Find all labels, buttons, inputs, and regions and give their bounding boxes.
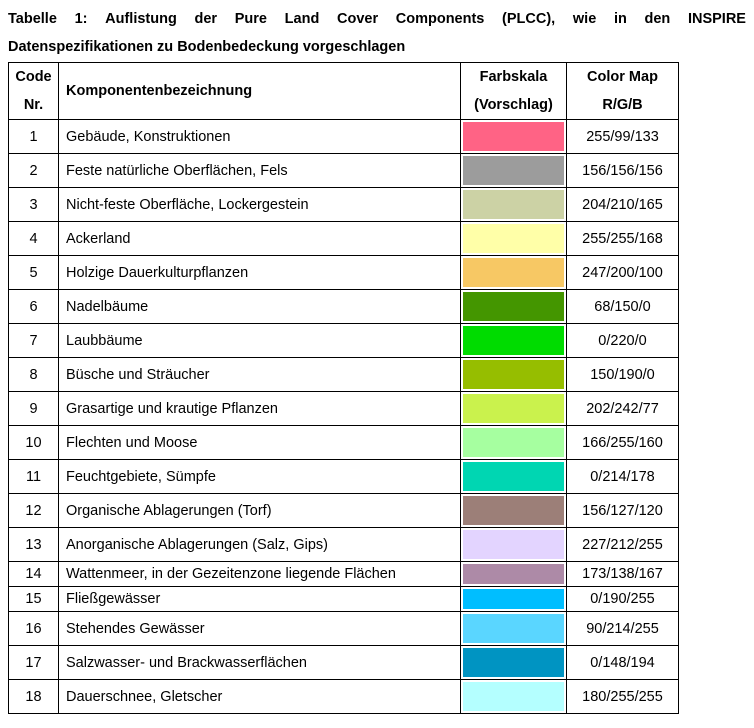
row-component-name: Nicht-feste Oberfläche, Lockergestein — [59, 188, 461, 222]
table-row — [9, 256, 679, 290]
row-rgb-value: 227/212/255 — [567, 528, 679, 562]
table-row — [9, 154, 679, 188]
row-rgb-value: 255/255/168 — [567, 222, 679, 256]
row-color-swatch-cell — [461, 612, 567, 646]
color-swatch — [463, 360, 564, 389]
row-component-name: Laubbäume — [59, 324, 461, 358]
row-code: 7 — [9, 324, 59, 358]
caption-word: wie — [572, 11, 597, 27]
row-rgb-value: 166/255/160 — [567, 426, 679, 460]
row-component-name: Ackerland — [59, 222, 461, 256]
row-color-swatch-cell — [461, 392, 567, 426]
table-row — [9, 587, 679, 612]
header-scale-line2: (Vorschlag) — [474, 97, 553, 113]
row-rgb-value: 0/190/255 — [567, 587, 679, 612]
header-scale-line1: Farbskala — [479, 69, 548, 85]
table-row — [9, 680, 679, 714]
row-component-name: Wattenmeer, in der Gezeitenzone liegende Flächen — [59, 562, 461, 587]
table-row — [9, 222, 679, 256]
row-component-name: Organische Ablagerungen (Torf) — [59, 494, 461, 528]
caption-word: Auflistung — [105, 11, 177, 27]
row-code: 2 — [9, 154, 59, 188]
color-swatch — [463, 614, 564, 643]
row-code: 6 — [9, 290, 59, 324]
color-swatch — [463, 589, 564, 609]
header-code — [9, 63, 59, 120]
row-rgb-value: 202/242/77 — [567, 392, 679, 426]
table-row — [9, 646, 679, 680]
row-color-swatch-cell — [461, 256, 567, 290]
table-caption — [8, 5, 746, 61]
header-code-line1: Code — [15, 69, 52, 85]
row-component-name: Feste natürliche Oberflächen, Fels — [59, 154, 461, 188]
row-code: 4 — [9, 222, 59, 256]
table-row — [9, 460, 679, 494]
row-color-swatch-cell — [461, 154, 567, 188]
color-swatch — [463, 648, 564, 677]
table-row — [9, 426, 679, 460]
row-rgb-value: 0/220/0 — [567, 324, 679, 358]
row-code: 17 — [9, 646, 59, 680]
row-rgb-value: 156/156/156 — [567, 154, 679, 188]
caption-word: Components — [395, 11, 485, 27]
color-swatch — [463, 682, 564, 711]
caption-word: den — [644, 11, 671, 27]
row-code: 15 — [9, 587, 59, 612]
table-row — [9, 324, 679, 358]
row-color-swatch-cell — [461, 587, 567, 612]
row-component-name: Holzige Dauerkulturpflanzen — [59, 256, 461, 290]
color-swatch — [463, 122, 564, 151]
header-code-line2: Nr. — [23, 97, 44, 113]
caption-word: in — [613, 11, 627, 27]
color-swatch — [463, 394, 564, 423]
color-swatch — [463, 224, 564, 253]
table-row — [9, 612, 679, 646]
row-component-name: Grasartige und krautige Pflanzen — [59, 392, 461, 426]
row-code: 5 — [9, 256, 59, 290]
caption-word: INSPIRE — [687, 11, 746, 27]
row-color-swatch-cell — [461, 188, 567, 222]
row-component-name: Nadelbäume — [59, 290, 461, 324]
row-color-swatch-cell — [461, 290, 567, 324]
color-swatch — [463, 156, 564, 185]
color-swatch — [463, 462, 564, 491]
row-code: 3 — [9, 188, 59, 222]
row-code: 11 — [9, 460, 59, 494]
row-color-swatch-cell — [461, 528, 567, 562]
row-code: 13 — [9, 528, 59, 562]
row-component-name: Salzwasser- und Brackwasserflächen — [59, 646, 461, 680]
row-color-swatch-cell — [461, 222, 567, 256]
caption-word: 1: — [74, 11, 88, 27]
row-color-swatch-cell — [461, 358, 567, 392]
row-rgb-value: 90/214/255 — [567, 612, 679, 646]
row-code: 1 — [9, 120, 59, 154]
row-component-name: Büsche und Sträucher — [59, 358, 461, 392]
caption-line-1 — [8, 5, 746, 33]
table-header-row — [9, 63, 679, 120]
row-color-swatch-cell — [461, 646, 567, 680]
color-swatch — [463, 564, 564, 584]
row-component-name: Fließgewässer — [59, 587, 461, 612]
table-row — [9, 528, 679, 562]
row-rgb-value: 255/99/133 — [567, 120, 679, 154]
row-code: 12 — [9, 494, 59, 528]
row-code: 16 — [9, 612, 59, 646]
caption-word: der — [194, 11, 218, 27]
header-color-scale — [461, 63, 567, 120]
table-row — [9, 120, 679, 154]
row-color-swatch-cell — [461, 494, 567, 528]
color-swatch — [463, 190, 564, 219]
table-row — [9, 188, 679, 222]
color-swatch — [463, 326, 564, 355]
caption-line-2: Datenspezifikationen zu Bodenbedeckung vorgeschlagen — [8, 39, 406, 55]
table-row — [9, 392, 679, 426]
row-rgb-value: 150/190/0 — [567, 358, 679, 392]
row-color-swatch-cell — [461, 426, 567, 460]
row-rgb-value: 247/200/100 — [567, 256, 679, 290]
row-code: 18 — [9, 680, 59, 714]
table-row — [9, 290, 679, 324]
row-component-name: Feuchtgebiete, Sümpfe — [59, 460, 461, 494]
row-rgb-value: 156/127/120 — [567, 494, 679, 528]
row-code: 8 — [9, 358, 59, 392]
color-swatch — [463, 428, 564, 457]
caption-word: Pure — [234, 11, 267, 27]
table-row — [9, 358, 679, 392]
row-rgb-value: 173/138/167 — [567, 562, 679, 587]
row-component-name: Gebäude, Konstruktionen — [59, 120, 461, 154]
table-row — [9, 494, 679, 528]
color-swatch — [463, 258, 564, 287]
row-code: 10 — [9, 426, 59, 460]
caption-word: Cover — [336, 11, 379, 27]
row-color-swatch-cell — [461, 680, 567, 714]
caption-word: Land — [284, 11, 320, 27]
color-swatch — [463, 530, 564, 559]
header-color-map — [567, 63, 679, 120]
row-rgb-value: 204/210/165 — [567, 188, 679, 222]
row-rgb-value: 0/148/194 — [567, 646, 679, 680]
header-color-line2: R/G/B — [602, 97, 643, 113]
row-color-swatch-cell — [461, 324, 567, 358]
caption-word: (PLCC), — [502, 11, 556, 27]
row-rgb-value: 0/214/178 — [567, 460, 679, 494]
header-color-line1: Color Map — [587, 69, 658, 85]
row-code: 14 — [9, 562, 59, 587]
row-rgb-value: 180/255/255 — [567, 680, 679, 714]
row-component-name: Dauerschnee, Gletscher — [59, 680, 461, 714]
plcc-table — [8, 62, 679, 714]
row-component-name: Anorganische Ablagerungen (Salz, Gips) — [59, 528, 461, 562]
row-color-swatch-cell — [461, 562, 567, 587]
color-swatch — [463, 496, 564, 525]
row-code: 9 — [9, 392, 59, 426]
caption-word: Tabelle — [8, 11, 57, 27]
row-rgb-value: 68/150/0 — [567, 290, 679, 324]
row-color-swatch-cell — [461, 460, 567, 494]
table-row — [9, 562, 679, 587]
header-name: Komponentenbezeichnung — [59, 63, 461, 120]
color-swatch — [463, 292, 564, 321]
row-color-swatch-cell — [461, 120, 567, 154]
row-component-name: Stehendes Gewässer — [59, 612, 461, 646]
row-component-name: Flechten und Moose — [59, 426, 461, 460]
